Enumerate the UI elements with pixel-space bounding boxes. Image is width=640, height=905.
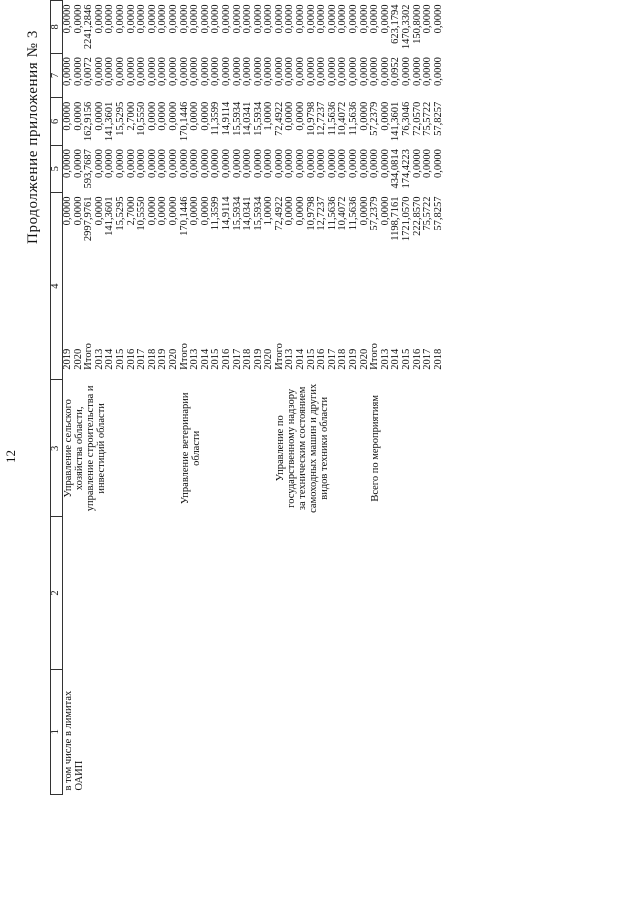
value-cell: 150,8000 xyxy=(411,4,423,44)
value-cell: 14,0341 xyxy=(242,196,254,231)
value-cell: 0,0000 xyxy=(358,149,370,178)
value-cell: 0,0000 xyxy=(348,4,360,34)
value-cell: 0,0000 xyxy=(316,57,328,87)
value-cell: 623,1794 xyxy=(390,4,402,44)
header-cell-1: 1 xyxy=(51,669,63,794)
value-cell: 0,0000 xyxy=(316,4,328,34)
value-cell: 11,5636 xyxy=(326,196,338,231)
value-cell: 10,4072 xyxy=(337,196,349,231)
value-cell: 0,0000 xyxy=(157,57,169,87)
value-cell: 0,0000 xyxy=(273,149,285,178)
value-cell: 0,0000 xyxy=(326,149,338,178)
value-cell: 15,5295 xyxy=(114,101,126,136)
year-cell: 2016 xyxy=(316,348,328,370)
value-cell: 15,5934 xyxy=(252,101,264,136)
value-cell: 72,0570 xyxy=(411,101,423,136)
measure-cell xyxy=(63,517,180,669)
value-cell: 0,0000 xyxy=(62,196,73,226)
value-cell: 0,0000 xyxy=(358,196,370,226)
value-cell: 0,0000 xyxy=(93,57,105,87)
value-cell: 1721,0570 xyxy=(401,196,412,242)
value-cell: 0,0000 xyxy=(411,149,423,178)
value-cell: 0,0000 xyxy=(422,149,434,178)
continuation-title: Продолжение приложения № 3 xyxy=(25,30,41,244)
value-cell: 174,4223 xyxy=(401,149,412,189)
value-cell: 0,0000 xyxy=(242,149,254,178)
value-cell: 0,0000 xyxy=(263,4,275,34)
value-cell: 0,0000 xyxy=(432,149,444,178)
value-cell: 0,0000 xyxy=(422,57,434,87)
value-cell: 11,5636 xyxy=(348,196,360,231)
value-cell: 0,0000 xyxy=(432,4,444,34)
year-cell: 2019 xyxy=(348,348,360,370)
value-cell: 0,0000 xyxy=(422,4,434,34)
header-cell-8: 8 xyxy=(51,1,63,54)
value-cell: 2997,9761 xyxy=(83,196,95,242)
value-cell: 0,0000 xyxy=(295,101,307,131)
value-cell: 11,3599 xyxy=(210,196,222,231)
value-cell: 0,0000 xyxy=(104,4,116,34)
value-cell: 0,0000 xyxy=(199,101,211,131)
year-cell: 2016 xyxy=(125,348,137,370)
value-cell: 10,9798 xyxy=(305,196,317,231)
year-cell: 2018 xyxy=(242,348,254,370)
year-cell: 2018 xyxy=(337,348,349,370)
value-cell: 0,0000 xyxy=(358,101,370,131)
year-cell: 2014 xyxy=(199,348,211,370)
header-row xyxy=(51,1,63,795)
value-cell: 10,5550 xyxy=(136,196,148,231)
executor-cell: Управление сельского хозяйства области, управление строительства и инвестиций области xyxy=(63,385,107,512)
value-cell: 0,0000 xyxy=(146,101,158,131)
value-cell: 75,5722 xyxy=(422,196,434,231)
value-cell: 0,0000 xyxy=(348,149,360,178)
value-cell: 57,2379 xyxy=(369,196,381,231)
value-cell: 10,4072 xyxy=(337,101,349,136)
year-cell: Итого xyxy=(83,343,95,370)
value-cell: 0,0000 xyxy=(167,4,179,34)
year-cell: 2018 xyxy=(146,348,158,370)
year-cell: 2013 xyxy=(379,348,391,370)
value-cell: 0,0000 xyxy=(432,57,444,87)
value-cell: 2241,2846 xyxy=(83,4,95,50)
value-cell: 0,0000 xyxy=(62,57,73,87)
value-cell: 0,0000 xyxy=(210,4,222,34)
header-cell-6: 6 xyxy=(51,98,63,145)
executor-cell: Всего по мероприятиям xyxy=(370,395,382,502)
year-cell: 2015 xyxy=(114,348,126,370)
value-cell: 11,5636 xyxy=(326,101,338,136)
value-cell: 0,0000 xyxy=(136,4,148,34)
year-cell: Итого xyxy=(369,343,381,370)
value-cell: 11,5636 xyxy=(348,101,360,136)
value-cell: 76,3046 xyxy=(401,101,412,136)
value-cell: 0,0000 xyxy=(167,101,179,131)
value-cell: 0,0000 xyxy=(252,57,264,87)
value-cell: 15,5934 xyxy=(252,196,264,231)
value-cell: 14,0341 xyxy=(242,101,254,136)
value-cell: 0,0000 xyxy=(379,4,391,34)
value-cell: 0,0000 xyxy=(284,149,296,178)
value-cell: 0,0000 xyxy=(104,149,116,178)
value-cell: 0,0000 xyxy=(167,196,179,226)
value-cell: 0,0000 xyxy=(305,4,317,34)
value-cell: 0,0000 xyxy=(358,4,370,34)
value-cell: 10,9798 xyxy=(305,101,317,136)
value-cell: 0,0000 xyxy=(72,57,84,87)
year-cell: 2020 xyxy=(358,348,370,370)
value-cell: 0,0000 xyxy=(114,149,126,178)
value-cell: 0,0000 xyxy=(189,196,201,226)
year-cell: 2020 xyxy=(167,348,179,370)
value-cell: 0,0000 xyxy=(242,57,254,87)
subprogram-cell xyxy=(275,669,370,794)
year-cell: Итого xyxy=(273,343,285,370)
value-cell: 0,0000 xyxy=(284,4,296,34)
year-cell: 2016 xyxy=(220,348,232,370)
page-number: 12 xyxy=(3,450,18,463)
value-cell: 11,3599 xyxy=(210,101,222,136)
value-cell: 0,0000 xyxy=(295,196,307,226)
value-cell: 15,5934 xyxy=(231,196,243,231)
value-cell: 0,0000 xyxy=(199,4,211,34)
value-cell: 0,0000 xyxy=(189,4,201,34)
value-cell: 0,0000 xyxy=(284,57,296,87)
value-cell: 0,0000 xyxy=(199,196,211,226)
value-cell: 141,3601 xyxy=(104,101,116,142)
value-cell: 1,0000 xyxy=(263,196,275,226)
value-cell: 0,0000 xyxy=(379,196,391,226)
value-cell: 0,0000 xyxy=(252,149,264,178)
value-cell: 0,0000 xyxy=(379,101,391,131)
value-cell: 0,0000 xyxy=(146,4,158,34)
header-cell-2: 2 xyxy=(51,517,63,669)
value-cell: 0,0000 xyxy=(93,196,105,226)
value-cell: 162,9156 xyxy=(83,101,95,142)
value-cell: 2,7000 xyxy=(125,101,137,131)
value-cell: 0,0000 xyxy=(326,57,338,87)
value-cell: 0,0000 xyxy=(178,149,190,178)
subprogram-cell: в том числе в лимитах ОАИП xyxy=(63,690,85,791)
value-cell: 0,0000 xyxy=(284,196,296,226)
value-cell: 593,7687 xyxy=(83,149,95,189)
value-cell: 141,3601 xyxy=(390,101,402,142)
value-cell: 0,0000 xyxy=(337,4,349,34)
year-cell: 2017 xyxy=(231,348,243,370)
value-cell: 0,0000 xyxy=(273,4,285,34)
value-cell: 0,0000 xyxy=(72,196,84,226)
value-cell: 12,7237 xyxy=(316,196,328,231)
value-cell: 0,0000 xyxy=(72,101,84,131)
value-cell: 57,8257 xyxy=(432,196,444,231)
value-cell: 10,5550 xyxy=(136,101,148,136)
value-cell: 0,0000 xyxy=(93,101,105,131)
value-cell: 12,7237 xyxy=(316,101,328,136)
value-cell: 0,0000 xyxy=(189,57,201,87)
value-cell: 0,0000 xyxy=(167,57,179,87)
year-cell: 2019 xyxy=(157,348,169,370)
value-cell: 0,0000 xyxy=(295,57,307,87)
header-cell-4: 4 xyxy=(51,192,63,379)
subprogram-cell xyxy=(180,669,275,794)
value-cell: 0,0000 xyxy=(295,4,307,34)
year-cell: 2014 xyxy=(104,348,116,370)
value-cell: 0,0000 xyxy=(348,57,360,87)
year-cell: 2018 xyxy=(432,348,444,370)
value-cell: 0,0000 xyxy=(231,57,243,87)
header-cell-3: 3 xyxy=(51,380,63,517)
value-cell: 0,0000 xyxy=(358,57,370,87)
value-cell: 0,0000 xyxy=(263,149,275,178)
value-cell: 0,0000 xyxy=(189,149,201,178)
value-cell: 0,0000 xyxy=(326,4,338,34)
value-cell: 0,0000 xyxy=(62,101,73,131)
value-cell: 434,0814 xyxy=(390,149,402,189)
value-cell: 15,5934 xyxy=(231,101,243,136)
value-cell: 0,0000 xyxy=(104,57,116,87)
value-cell: 0,0000 xyxy=(167,149,179,178)
value-cell: 0,0000 xyxy=(210,149,222,178)
value-cell: 57,8257 xyxy=(432,101,444,136)
value-cell: 0,0000 xyxy=(199,149,211,178)
value-cell: 72,4922 xyxy=(273,196,285,231)
value-cell: 0,0000 xyxy=(316,149,328,178)
value-cell: 0,0000 xyxy=(62,149,73,178)
header-cell-7: 7 xyxy=(51,53,63,98)
value-cell: 0,0000 xyxy=(146,57,158,87)
table-body xyxy=(63,1,445,795)
value-cell: 0,0000 xyxy=(273,57,285,87)
year-cell: 2014 xyxy=(295,348,307,370)
year-cell: 2015 xyxy=(305,348,317,370)
value-cell: 0,0000 xyxy=(379,57,391,87)
value-cell: 0,0000 xyxy=(379,149,391,178)
value-cell: 0,0000 xyxy=(62,4,73,34)
year-cell: 2015 xyxy=(401,348,412,370)
executor-cell: Управление по государственному надзору за техническим состоянием самоходных машин и других видов техники области xyxy=(274,383,330,513)
year-cell: 2019 xyxy=(62,348,73,370)
year-cell: 2013 xyxy=(93,348,105,370)
value-cell: 0,0000 xyxy=(114,57,126,87)
value-cell: 0,0000 xyxy=(157,196,169,226)
year-cell: 2017 xyxy=(326,348,338,370)
value-cell: 0,0000 xyxy=(295,149,307,178)
value-cell: 0,0000 xyxy=(210,57,222,87)
value-cell: 0,0000 xyxy=(369,4,381,34)
year-cell: 2013 xyxy=(284,348,296,370)
value-cell: 2,7000 xyxy=(125,196,137,226)
measure-cell xyxy=(180,517,275,669)
header-cell-5: 5 xyxy=(51,145,63,192)
value-cell: 0,0000 xyxy=(337,149,349,178)
value-cell: 0,0000 xyxy=(146,149,158,178)
year-cell: 2020 xyxy=(263,348,275,370)
executor-cell: Управление ветеринарии области xyxy=(179,392,202,505)
value-cell: 0,0000 xyxy=(369,149,381,178)
value-cell: 0,0000 xyxy=(305,57,317,87)
value-cell: 0,0000 xyxy=(252,4,264,34)
value-cell: 0,0000 xyxy=(220,57,232,87)
value-cell: 0,0000 xyxy=(242,4,254,34)
value-cell: 222,8570 xyxy=(411,196,423,236)
value-cell: 0,0000 xyxy=(136,149,148,178)
value-cell: 0,0000 xyxy=(411,57,423,87)
value-cell: 0,0000 xyxy=(93,4,105,34)
value-cell: 0,0000 xyxy=(401,57,412,87)
value-cell: 0,0000 xyxy=(157,101,169,131)
value-cell: 0,0000 xyxy=(157,4,169,34)
value-cell: 1470,3302 xyxy=(401,4,412,50)
value-cell: 0,0072 xyxy=(83,57,95,87)
value-cell: 0,0000 xyxy=(72,149,84,178)
value-cell: 0,0000 xyxy=(337,57,349,87)
year-cell: 2013 xyxy=(189,348,201,370)
value-cell: 0,0000 xyxy=(284,101,296,131)
value-cell: 0,0000 xyxy=(125,4,137,34)
value-cell: 0,0000 xyxy=(369,57,381,87)
table-row xyxy=(63,1,74,795)
year-cell: 2019 xyxy=(252,348,264,370)
year-cell: 2016 xyxy=(411,348,423,370)
value-cell: 141,3601 xyxy=(104,196,116,236)
value-cell: 0,0000 xyxy=(231,4,243,34)
value-cell: 15,5295 xyxy=(114,196,126,231)
value-cell: 0,0000 xyxy=(189,101,201,131)
value-cell: 1,0000 xyxy=(263,101,275,131)
value-cell: 0,0000 xyxy=(305,149,317,178)
value-cell: 0,0000 xyxy=(136,57,148,87)
year-cell: 2015 xyxy=(210,348,222,370)
value-cell: 75,5722 xyxy=(422,101,434,136)
year-cell: Итого xyxy=(178,343,190,370)
value-cell: 57,2379 xyxy=(369,101,381,136)
value-cell: 0,0000 xyxy=(263,57,275,87)
year-cell: 2014 xyxy=(390,348,402,370)
value-cell: 170,1446 xyxy=(178,101,190,142)
measure-cell xyxy=(370,517,444,669)
budget-table xyxy=(50,0,444,795)
value-cell: 0,0952 xyxy=(390,57,402,87)
value-cell: 0,0000 xyxy=(178,4,190,34)
value-cell: 0,0000 xyxy=(220,4,232,34)
value-cell: 0,0000 xyxy=(125,149,137,178)
year-cell: 2020 xyxy=(72,348,84,370)
value-cell: 0,0000 xyxy=(114,4,126,34)
year-cell: 2017 xyxy=(422,348,434,370)
value-cell: 0,0000 xyxy=(125,57,137,87)
year-cell: 2017 xyxy=(136,348,148,370)
value-cell: 0,0000 xyxy=(199,57,211,87)
measure-cell xyxy=(275,517,370,669)
value-cell: 72,4922 xyxy=(273,101,285,136)
value-cell: 0,0000 xyxy=(146,196,158,226)
value-cell: 0,0000 xyxy=(72,4,84,34)
value-cell: 0,0000 xyxy=(231,149,243,178)
value-cell: 0,0000 xyxy=(220,149,232,178)
value-cell: 0,0000 xyxy=(93,149,105,178)
subprogram-cell xyxy=(370,669,444,794)
value-cell: 14,9114 xyxy=(220,101,232,136)
value-cell: 1198,7161 xyxy=(390,196,402,241)
value-cell: 170,1446 xyxy=(178,196,190,236)
value-cell: 0,0000 xyxy=(157,149,169,178)
value-cell: 14,9114 xyxy=(220,196,232,231)
value-cell: 0,0000 xyxy=(178,57,190,87)
